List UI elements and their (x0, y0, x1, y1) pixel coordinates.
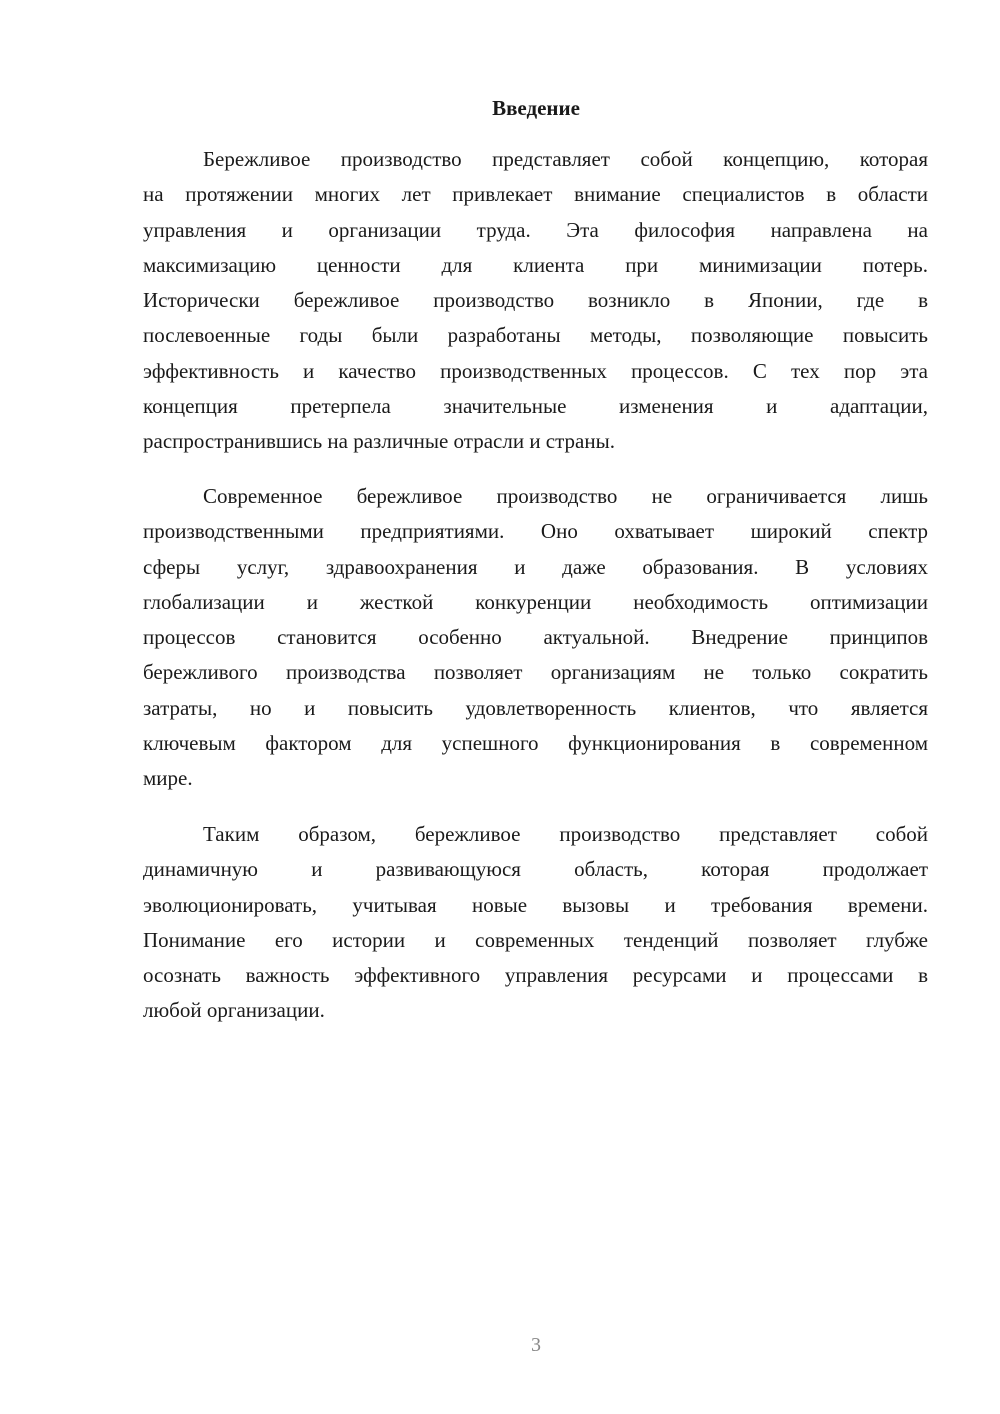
text-line: управления и организации труда. Эта философия направлена на (143, 217, 928, 242)
page-number: 3 (531, 1334, 541, 1356)
text-line: осознать важность эффективного управления ресурсами и процессами в (143, 963, 928, 988)
text-line: Таким образом, бережливое производство представляет собой (203, 822, 928, 846)
text-line: бережливого производства позволяет организациям не только сократить (143, 660, 928, 685)
text-line: максимизацию ценности для клиента при минимизации потерь. (143, 252, 928, 277)
text-line: Бережливое производство представляет собой концепцию, которая (203, 147, 928, 171)
text-line: ключевым фактором для успешного функционирования в современном (143, 731, 928, 756)
text-line: динамичную и развивающуюся область, которая продолжает (143, 857, 928, 882)
text-line: концепция претерпела значительные изменения и адаптации, (143, 394, 928, 419)
section-title: Введение (492, 96, 580, 120)
text-line: Исторически бережливое производство возникло в Японии, где в (143, 288, 928, 313)
text-line: производственными предприятиями. Оно охватывает широкий спектр (143, 519, 928, 544)
text-line: эволюционировать, учитывая новые вызовы и требования времени. (143, 892, 928, 917)
text-line: Понимание его истории и современных тенденций позволяет глубже (143, 927, 928, 952)
text-line: эффективность и качество производственных процессов. С тех пор эта (143, 358, 928, 383)
text-line: глобализации и жесткой конкуренции необходимость оптимизации (143, 589, 928, 614)
text-line: затраты, но и повысить удовлетворенность клиентов, что является (143, 695, 928, 720)
text-line: любой организации. (143, 998, 325, 1023)
paragraph-3 (143, 817, 928, 1029)
text-line: на протяжении многих лет привлекает внимание специалистов в области (143, 182, 928, 207)
text-line: послевоенные годы были разработаны методы, позволяющие повысить (143, 323, 928, 348)
text-line: Современное бережливое производство не ограничивается лишь (203, 484, 928, 508)
text-line: сферы услуг, здравоохранения и даже образования. В условиях (143, 554, 928, 579)
paragraph-1 (143, 142, 928, 460)
paragraph-2 (143, 479, 928, 797)
text-line: распространившись на различные отрасли и страны. (143, 429, 615, 454)
text-line: процессов становится особенно актуальной. Внедрение принципов (143, 625, 928, 650)
text-line: мире. (143, 766, 193, 791)
